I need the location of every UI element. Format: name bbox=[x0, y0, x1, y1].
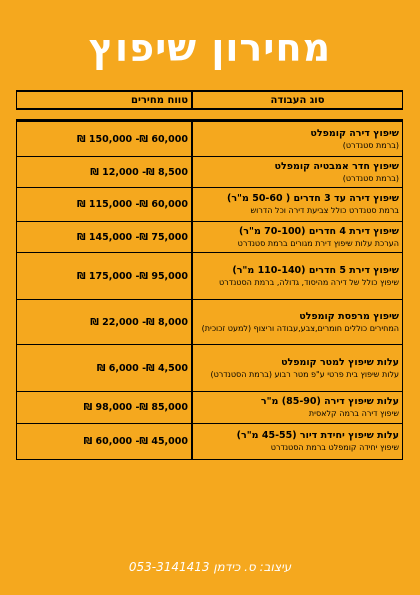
service-note: שיפוץ דירה ברמה קלאסית bbox=[308, 409, 399, 418]
price-range: 8,500 ₪- 12,000 ₪ bbox=[90, 166, 188, 178]
table-body bbox=[16, 121, 403, 460]
service-name: שיפוץ מרפסת קומפלט bbox=[299, 310, 399, 322]
price-range: 95,000 ₪- 175,000 ₪ bbox=[76, 270, 188, 282]
service-name: שיפוץ דירה עד 3 חדרים ( 50-60 מ"ר) bbox=[227, 193, 399, 204]
designer-credit: עיצוב: ס. כידמן 053-3141413 bbox=[128, 560, 292, 574]
service-name: עלות שיפוץ למטר קומפלט bbox=[281, 356, 399, 368]
price-range: 85,000 ₪- 98,000 ₪ bbox=[83, 402, 188, 413]
table-row bbox=[16, 392, 403, 424]
service-note: שיפוץ יחידה קומפלט ברמת הסטנדרט bbox=[270, 443, 399, 452]
service-name: שיפוץ דירה קומפלט bbox=[310, 127, 399, 139]
table-row bbox=[16, 424, 403, 460]
service-note: (ברמת סטנדרט) bbox=[342, 173, 399, 183]
price-range: 8,000 ₪- 22,000 ₪ bbox=[90, 316, 188, 328]
service-name: שיפוץ דירת 4 חדרים (70-100 מ"ר) bbox=[238, 225, 399, 237]
price-range: 60,000 ₪- 115,000 ₪ bbox=[76, 199, 188, 210]
table-row bbox=[16, 253, 403, 300]
service-note: שיפוץ כולל של דירה מהיסוד, גדולה, ברמת הסטנדרט bbox=[219, 277, 399, 287]
price-range: 4,500 ₪- 6,000 ₪ bbox=[96, 362, 188, 374]
table-row bbox=[16, 157, 403, 188]
table-row bbox=[16, 300, 403, 345]
table-row bbox=[16, 345, 403, 392]
header-service: סוג העבודה bbox=[191, 92, 402, 108]
service-note: ברמת סטנדרט כולל צביעת דירה וכל הדרוש bbox=[250, 206, 399, 215]
table-spacer bbox=[16, 110, 403, 121]
page-title: מחירון שיפוץ bbox=[88, 26, 332, 70]
service-name: שיפוץ חדר אמבטיה קומפלט bbox=[274, 160, 399, 172]
table-row bbox=[16, 188, 403, 222]
service-note: עלות שיפוץ בית פרטי ע"פ מטר רבוע (ברמת הסטנדרט) bbox=[210, 369, 399, 379]
service-note: הערכת עלות שיפוץ דירת מגורים ברמת סטנדרט bbox=[237, 238, 399, 248]
price-range: 45,000 ₪- 60,000 ₪ bbox=[83, 436, 188, 447]
service-name: שיפוץ דירת 5 חדרים (110-140 מ"ר) bbox=[232, 264, 399, 276]
service-note: המחירים כוללים חומרים,צבע,עבודה וריצוף (למעט זכוכית) bbox=[201, 323, 399, 333]
service-name: עלות שיפוץ דירה (85-90) מ"ר bbox=[260, 396, 399, 407]
price-table bbox=[16, 90, 403, 460]
table-header-row bbox=[16, 90, 403, 110]
service-name: עלות שיפוץ יחידת דיור (45-55 מ"ר) bbox=[236, 430, 399, 441]
table-row bbox=[16, 121, 403, 157]
price-range: 60,000 ₪- 150,000 ₪ bbox=[76, 133, 188, 145]
price-range: 75,000 ₪- 145,000 ₪ bbox=[76, 231, 188, 243]
service-note: (ברמת סטנדרט) bbox=[342, 140, 399, 150]
header-range: טווח מחירים bbox=[131, 94, 188, 106]
table-row bbox=[16, 222, 403, 253]
